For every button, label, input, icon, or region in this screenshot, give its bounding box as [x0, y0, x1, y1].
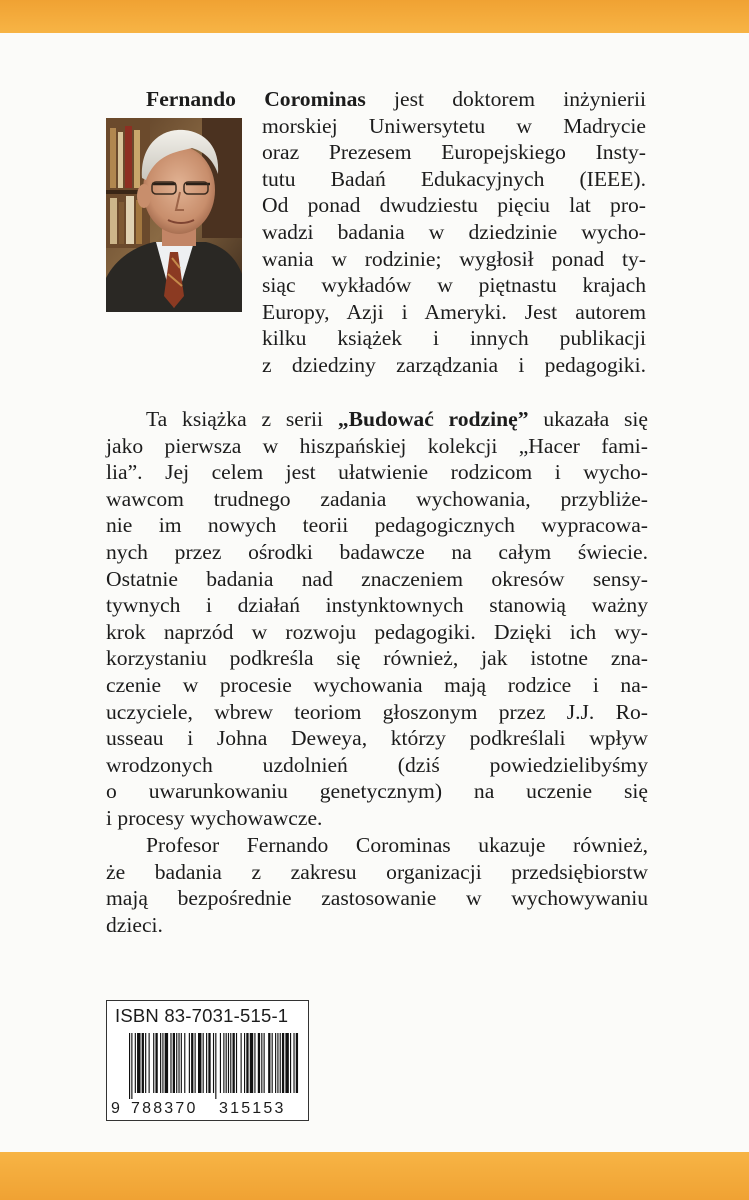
barcode-bar: [261, 1033, 262, 1093]
barcode-bar: [290, 1033, 291, 1093]
barcode-bar: [206, 1033, 207, 1093]
about-line: wawcom trudnego zadania wychowania, przybliże-: [106, 486, 648, 511]
barcode-bar: [170, 1033, 171, 1093]
ean-left-group: 788370: [131, 1100, 198, 1117]
about-line: lia”. Jej celem jest ułatwienie rodzicom i wycho-: [106, 460, 648, 485]
bio-line: z dziedziny zarządzania i pedagogiki.: [262, 352, 646, 377]
barcode-bar: [195, 1033, 196, 1093]
barcode-bar: [272, 1033, 273, 1093]
bio-line: Europy, Azji i Ameryki. Jest autorem: [262, 299, 646, 324]
about-line: Ostatnie badania nad znaczeniem okresów sensy-: [106, 566, 648, 591]
bio-line: wadzi badania w dziedzinie wycho-: [262, 219, 646, 244]
barcode-bar: [189, 1033, 190, 1093]
barcode-bar: [160, 1033, 161, 1093]
bottom-orange-band: [0, 1152, 749, 1200]
barcode-bar: [228, 1033, 229, 1093]
barcode-bar: [208, 1033, 210, 1093]
barcode-bar: [213, 1033, 214, 1093]
barcode-bar: [135, 1033, 136, 1093]
barcode-bar: [254, 1033, 255, 1093]
bio-line: kilku książek i innych publikacji: [262, 326, 646, 351]
barcode-bar: [230, 1033, 231, 1093]
about-line: czenie w procesie wychowania mają rodzice i na-: [106, 672, 648, 697]
barcode-bar: [277, 1033, 278, 1093]
prof-line: że badania z zakresu organizacji przedsiębiorstw: [106, 859, 648, 884]
barcode-bar: [153, 1033, 154, 1093]
series-title: „Budować rodzinę”: [337, 407, 529, 431]
prof-line: Profesor Fernando Corominas ukazuje również,: [146, 833, 648, 857]
barcode-bar: [264, 1033, 265, 1093]
barcode-bar: [149, 1033, 150, 1093]
barcode: [129, 1033, 301, 1099]
isbn-barcode-box: [106, 1000, 309, 1121]
about-line: jako pierwsza w hiszpańskiej kolekcji „Hacer fami-: [106, 433, 648, 458]
barcode-bar: [223, 1033, 224, 1093]
professor-paragraph: [106, 832, 648, 938]
bio-line: Fernando Corominas jest doktorem inżynierii: [146, 87, 646, 111]
barcode-bar: [236, 1033, 237, 1093]
barcode-bar: [137, 1033, 140, 1093]
barcode-bar: [155, 1033, 157, 1093]
barcode-bar: [203, 1033, 204, 1093]
about-line: uczyciele, wbrew teoriom głoszonym przez J.J. Ro-: [106, 699, 648, 724]
barcode-bar: [220, 1033, 221, 1093]
about-line: Ta książka z serii „Budować rodzinę” ukazała się: [146, 407, 648, 431]
about-line: nych przez ośrodki badawcze na całym świecie.: [106, 539, 648, 564]
barcode-bar: [250, 1033, 253, 1093]
barcode-bar: [142, 1033, 144, 1093]
bio-line: tutu Badań Edukacyjnych (IEEE).: [262, 166, 646, 191]
barcode-bar: [145, 1033, 146, 1093]
about-line: nie im nowych teorii pedagogicznych wypracowa-: [106, 513, 648, 538]
bio-line: Od ponad dwudziestu pięciu lat pro-: [262, 193, 646, 218]
barcode-bar: [131, 1033, 132, 1099]
about-line: korzystaniu podkreśla się również, jak istotne zna-: [106, 646, 648, 671]
barcode-bar: [268, 1033, 270, 1093]
about-line: krok naprzód w rozwoju pedagogiki. Dzięki ich wy-: [106, 619, 648, 644]
barcode-bar: [165, 1033, 168, 1093]
barcode-bar: [282, 1033, 284, 1093]
barcode-bar: [181, 1033, 182, 1093]
bio-line: siąc wykładów w piętnastu krajach: [262, 273, 646, 298]
barcode-bar: [244, 1033, 245, 1093]
barcode-bar: [293, 1033, 294, 1093]
barcode-bar: [191, 1033, 193, 1093]
about-line: tywnych i działań instynktownych stanowią ważny: [106, 593, 648, 618]
bio-line: oraz Prezesem Europejskiego Insty-: [262, 140, 646, 165]
top-orange-band: [0, 0, 749, 33]
book-description: [106, 406, 648, 832]
barcode-bar: [198, 1033, 201, 1093]
barcode-bar: [275, 1033, 276, 1093]
barcode-bar: [215, 1033, 216, 1099]
barcode-bar: [258, 1033, 260, 1093]
author-bio: [106, 86, 646, 379]
bio-line: morskiej Uniwersytetu w Madrycie: [262, 113, 646, 138]
ean-right-group: 315153: [219, 1100, 286, 1117]
barcode-bar: [241, 1033, 242, 1093]
ean-first-digit: 9: [111, 1100, 123, 1117]
about-line: wrodzonych uzdolnień (dziś powiedzielibyśmy: [106, 752, 648, 777]
barcode-bar: [233, 1033, 235, 1093]
prof-line: dzieci.: [106, 912, 163, 937]
barcode-bar: [184, 1033, 185, 1093]
barcode-bar: [285, 1033, 288, 1093]
barcode-bar: [178, 1033, 179, 1093]
barcode-bar: [162, 1033, 163, 1093]
isbn-label: ISBN 83-7031-515-1: [115, 1005, 289, 1026]
bio-line: wania w rodzinie; wygłosił ponad ty-: [262, 246, 646, 271]
about-line: o uwarunkowaniu genetycznym) na uczenie się: [106, 779, 648, 804]
barcode-bar: [129, 1033, 130, 1099]
about-line: usseau i Johna Deweya, którzy podkreślali wpływ: [106, 726, 648, 751]
barcode-bar: [296, 1033, 298, 1093]
barcode-bar: [226, 1033, 227, 1093]
prof-line: mają bezpośrednie zastosowanie w wychowywaniu: [106, 886, 648, 911]
barcode-bar: [176, 1033, 177, 1093]
about-line: i procesy wychowawcze.: [106, 805, 323, 830]
barcode-bar: [173, 1033, 175, 1093]
barcode-bar: [280, 1033, 281, 1093]
author-name: Fernando Corominas: [146, 87, 366, 111]
barcode-bar: [246, 1033, 248, 1093]
